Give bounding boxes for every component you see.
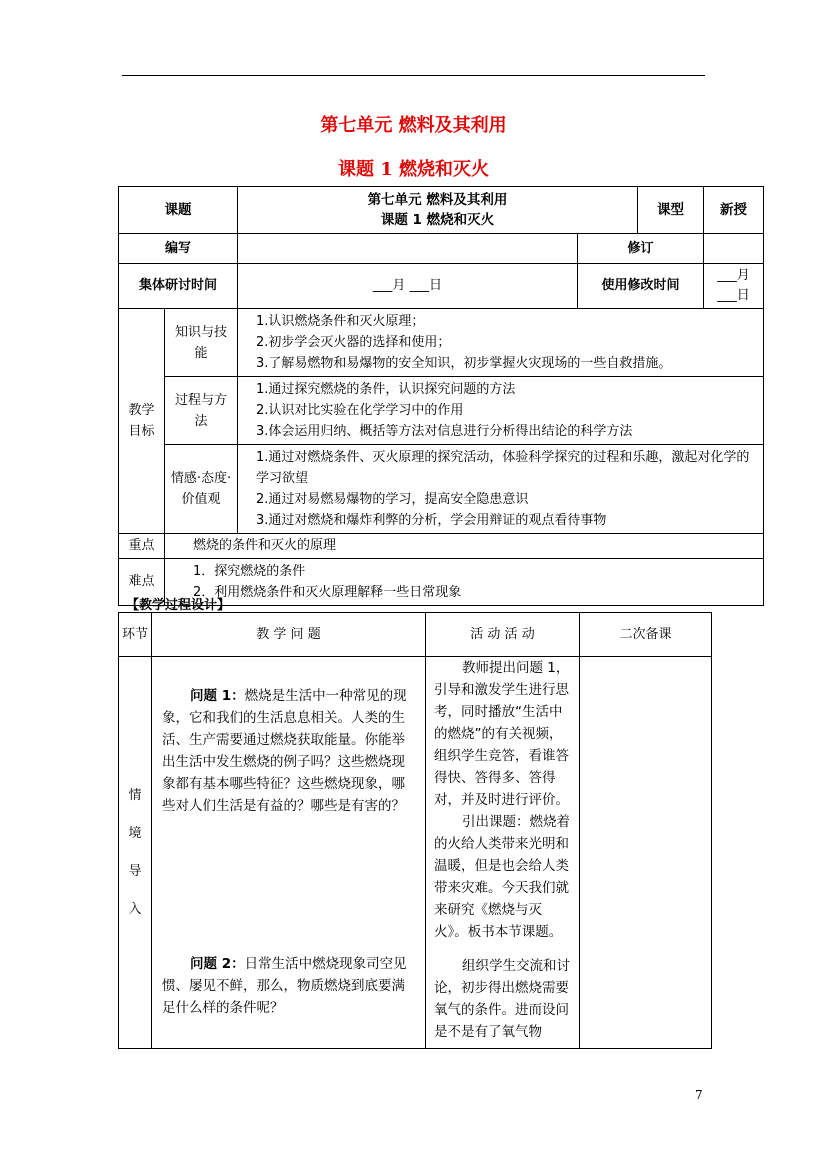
header-question: 教 学 问 题 [152,613,426,657]
question-1-label: 问题 1： [190,688,245,704]
goal-item: 2.初步学会灭火器的选择和使用； [256,335,451,350]
goal-category-process: 过程与方法 [165,377,238,445]
goals-label: 教学目标 [119,309,165,534]
goal-category-emotion: 情感·态度·价值观 [165,445,238,534]
key-value: 燃烧的条件和灭火的原理 [165,534,764,559]
teaching-process-table [118,612,712,1049]
goal-item: 1.通过对燃烧条件、灭火原理的探究活动，体验科学探究的过程和乐趣，激起对化学的学习欲望 [256,450,750,486]
document-title: 第七单元 燃料及其利用 [320,115,507,136]
meeting-time-value: ___月 ___日 [238,264,578,309]
goal-item: 2.认识对比实验在化学学习中的作用 [256,403,464,418]
type-value: 新授 [704,187,764,234]
stage-name: 情境导入 [128,787,142,917]
document-subtitle: 课题 1 燃烧和灭火 [337,159,490,180]
difficulty-item: 1．探究燃烧的条件 [193,564,306,579]
header-notes: 二次备课 [580,613,712,657]
header-stage: 环节 [119,613,152,657]
goal-item: 3.了解易燃物和易爆物的安全知识，初步掌握火灾现场的一些自救措施。 [256,356,672,371]
difficulty-item: 2．利用燃烧条件和灭火原理解释一些日常现象 [193,585,462,600]
header-rule [122,75,705,76]
goal-items-emotion [238,445,764,534]
goal-item: 1.通过探究燃烧的条件，认识探究问题的方法 [256,382,516,397]
topic-label: 课题 [119,187,238,234]
page-number: 7 [695,1088,703,1102]
activity-cell [426,657,580,1049]
activity-3: 组织学生交流和讨论，初步得出燃烧需要氧气的条件。进而设问是不是有了氧气物 [434,958,570,1040]
question-1 [156,685,421,817]
goal-item: 3.通过对燃烧和爆炸利弊的分析，学会用辩证的观点看待事物 [256,513,607,528]
question-2-text: 日常生活中燃烧现象司空见惯、屡见不鲜，那么，物质燃烧到底要满足什么样的条件呢？ [162,956,407,1016]
stage-cell [119,657,152,1049]
question-cell [152,657,426,1049]
type-label: 课型 [638,187,704,234]
key-label: 重点 [119,534,165,559]
use-time-label: 使用修改时间 [578,264,704,309]
process-section-title: 【教学过程设计】 [126,598,231,613]
goal-item: 3.体会运用归纳、概括等方法对信息进行分析得出结论的科学方法 [256,424,633,439]
difficulty-label: 难点 [119,559,165,606]
revise-value [704,234,764,264]
activity-2: 引出课题：燃烧着的火给人类带来光明和温暖，但是也会给人类带来灾难。今天我们就来研究《燃烧与灭火》。板书本节课题。 [434,814,570,940]
question-2 [156,953,421,1019]
header-activity: 活 动 活 动 [426,613,580,657]
author-label: 编写 [119,234,238,264]
topic-value-line2: 课题 1 燃烧和灭火 [380,212,495,228]
topic-value-line1: 第七单元 燃料及其利用 [367,192,508,208]
goal-item: 1.认识燃烧条件和灭火原理； [256,314,425,329]
goal-category-knowledge: 知识与技能 [165,309,238,377]
meeting-time-label: 集体研讨时间 [119,264,238,309]
question-2-label: 问题 2： [190,956,245,972]
goal-items-process [238,377,764,445]
topic-value [238,187,638,234]
use-time-value: ___月 ___日 [704,264,764,309]
notes-cell [580,657,712,1049]
goal-item: 2.通过对易燃易爆物的学习，提高安全隐患意识 [256,492,529,507]
difficulty-items [165,559,764,606]
question-1-text: 燃烧是生活中一种常见的现象，它和我们的生活息息相关。人类的生活、生产需要通过燃烧获取能量。你能举出生活中发生燃烧的例子吗？这些燃烧现象都有基本哪些特征？这些燃烧现象，哪些对人们生活是有益的？哪些是有害的？ [162,688,407,814]
revise-label: 修订 [578,234,704,264]
activity-1: 教师提出问题 1，引导和激发学生进行思考，同时播放“生活中的燃烧”的有关视频，组织学生竞答，看谁答得快、答得多、答得对，并及时进行评价。 [434,660,570,808]
goal-items-knowledge [238,309,764,377]
lesson-info-table [118,186,764,606]
author-value [238,234,578,264]
